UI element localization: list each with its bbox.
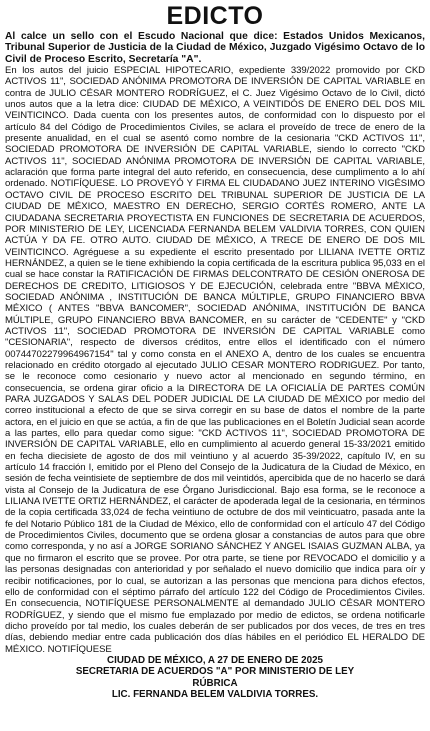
signer-name: LIC. FERNANDA BELEM VALDIVIA TORRES. bbox=[111, 689, 319, 701]
edict-body: En los autos del juicio ESPECIAL HIPOTECARIO, expediente 339/2022 promovido por CKD ACTIVOS 11", SOCIEDAD ANÓNIMA PROMOTORA DE INVERSIÓN DE CAPITAL VARIABLE en contra de JULIO CÉSAR MONTERO RODRÍGUEZ, el C. Juez Vigésimo Octavo de lo Civil, dictó unos autos que a la letra dice: CIUDAD DE MÉXICO, A VEINTIDÓS DE ENERO DEL DOS MIL VEINTICINCO. Dada cuenta con los presentes autos, de conformidad con lo dispuesto por el artículo 84 del Código de Procedimientos Civiles, se aclara el proveído de trece de enero de la presente anualidad, en el cual se asentó como nombre de la cesionaria "CKD ACTIVOS 11", SOCIEDAD PROMOTORA DE INVERSIÓN DE CAPITAL VARIABLE, siendo lo correcto "CKD ACTIVOS 11", SOCIEDAD ANÓNIMA PROMOTORA DE INVERSIÓN DE CAPITAL VARIABLE, aclaración que forma parte integral del auto referido, en consecuencia, dese cumplimento a lo ahí ordenado. NOTIFÍQUESE. LO PROVEYÓ Y FIRMA EL CIUDADANO JUEZ INTERINO VIGÉSIMO OCTAVO CIVIL DE PROCESO ESCRITO DEL TRIBUNAL SUPERIOR DE JUSTICIA DE LA CIUDAD DE MÉXICO, MAESTRO EN DERECHO, SERGIO CORTÉS ROMERO, ANTE LA CIUDADANA SECRETARIA PROYECTISTA EN FUNCIONES DE SECRETARIA DE ACUERDOS, POR MINISTERIO DE LEY, LICENCIADA FERNANDA BELEM VALDIVIA TORRES, CON QUIEN ACTÚA Y DA FE. OTRO AUTO. CIUDAD DE MÉXICO, A TRECE DE ENERO DE DOS MIL VEINTICINCO. Agréguese a su expediente el escrito presentado por LILIANA IVETTE ORTIZ HERNÁNDEZ, a quien se le tiene exhibiendo la copia certificada de la escritura publica 95,033 en el cual se hace constar la RATIFICACIÓN DE FIRMAS DELCONTRATO DE CESIÓN ONEROSA DE DERECHOS DE CREDITO, LITIGIOSOS Y DE EJECUCIÓN, celebrada entre "BBVA MÉXICO, SOCIEDAD ANÓNIMA , INSTITUCIÓN DE BANCA MÚLTIPLE, GRUPO FINANCIERO BBVA MÉXICO ( ANTES "BBVA BANCOMER", SOCIEDAD ANÓNIMA, INSTITUCIÓN DE BANCA MÚLTIPLE, GRUPO FINANCIERO BBVA BANCOMER, en su carácter de "CEDENTE" y "CKD ACTIVOS 11", SOCIEDAD PROMOTORA DE INVERSIÓN DE CAPITAL VARIABLE como "CESIONARIA", respecto de diversos créditos, entre ellos el identificado con el número 00744702279964967154" tal y como consta en el ANEXO A, dentro de los cuales se encuentra relacionado en crédito otorgado al ejecutado JULIO CESAR MONTERO RODRIGUEZ. Por tanto, se le reconoce como cesionario y nuevo actor al mencionado en segundo término, en consecuencia, se ordena girar oficio a la DIRECTORA DE LA OFICIALÍA DE PARTES COMÚN PARA JUZGADOS Y SALAS DEL PODER JUDICIAL DE LA CIUDAD DE MÉXICO por medio del correo institucional a efecto de que se sirva corregir en su base de datos el nombre de la parte actora, en el juicio en que se actúa, a fin de que las publicaciones en el Boletín Judicial sean acorde a las partes, ello para quedar como sigue: "CKD ACTIVOS 11", SOCIEDAD PROMOTORA DE INVERSIÓN DE CAPITAL VARIABLE, ello en cumplimiento al acuerdo general 15-33/2021 emitido en fecha diecisiete de agosto de dos mil veintiuno y al acuerdo 35-39/2022, capítulo IV, en su artículo 14 fracción I, emitido por el Pleno del Consejo de la Judicatura de la Ciudad de México, en sesión de fecha veintisiete de septiembre de dos mil veintidós, apercibida que de no hacerlo se dará vista al Consejo de la Judicatura de ese Órgano Jurisdiccional. Bajo esa forma, se le reconoce a LILIANA IVETTE ORTIZ HERNÁNDEZ, el carácter de apoderada legal de la cesionaria, en términos de la copia certificada 33,024 de fecha veintiuno de octubre de dos mil veinticuatro, pasada ante la fe del Notario Público 181 de la Ciudad de México, ello de conformidad con el artículo 47 del Código de Procedimientos Civiles, documento que se ordena glosar a constancias de autos para que obre como corresponda, y no así a JORGE SORIANO SÁNCHEZ Y ANGEL ISAIAS GUZMAN ALBA, ya que no firmaron el escrito que se provee. Por otra parte, se tiene por REVOCADO el domicilio y a las personas designadas con anterioridad y por señalado el nuevo domicilio que indica para oír y recibir notificaciones, por lo cual, se autorizan a las personas que menciona para dichos efectos, ello de conformidad con el séptimo párrafo del artículo 122 del Código de Procedimientos Civiles. En consecuencia, NOTIFÍQUESE PERSONALMENTE al demandado JULIO CÉSAR MONTERO RODRÍGUEZ, y siendo que el mismo fue emplazado por medio de edictos, se ordena notificarle dicho proveído por tal medio, los cuales deberán de ser publicados por dos veces, de tres en tres días, debiendo mediar entre cada publicación dos días hábiles en el periódico EL HERALDO DE MÉXICO. NOTIFÍQUESE bbox=[5, 65, 425, 655]
edict-title: EDICTO bbox=[166, 2, 264, 30]
place-date: CIUDAD DE MÉXICO, A 27 DE ENERO DE 2025 bbox=[107, 654, 323, 666]
secretary-office: SECRETARIA DE ACUERDOS "A" POR MINISTERIO DE LEY bbox=[75, 666, 355, 678]
seal-header: Al calce un sello con el Escudo Nacional que dice: Estados Unidos Mexicanos, Tribunal Superior de Justicia de la Ciudad de México, Juzgado Vigésimo Octavo de lo Civil de Proceso Escrito, Secretaría "A". bbox=[5, 31, 425, 65]
rubric-label: RÚBRICA bbox=[192, 677, 238, 689]
signature-block bbox=[5, 655, 425, 701]
